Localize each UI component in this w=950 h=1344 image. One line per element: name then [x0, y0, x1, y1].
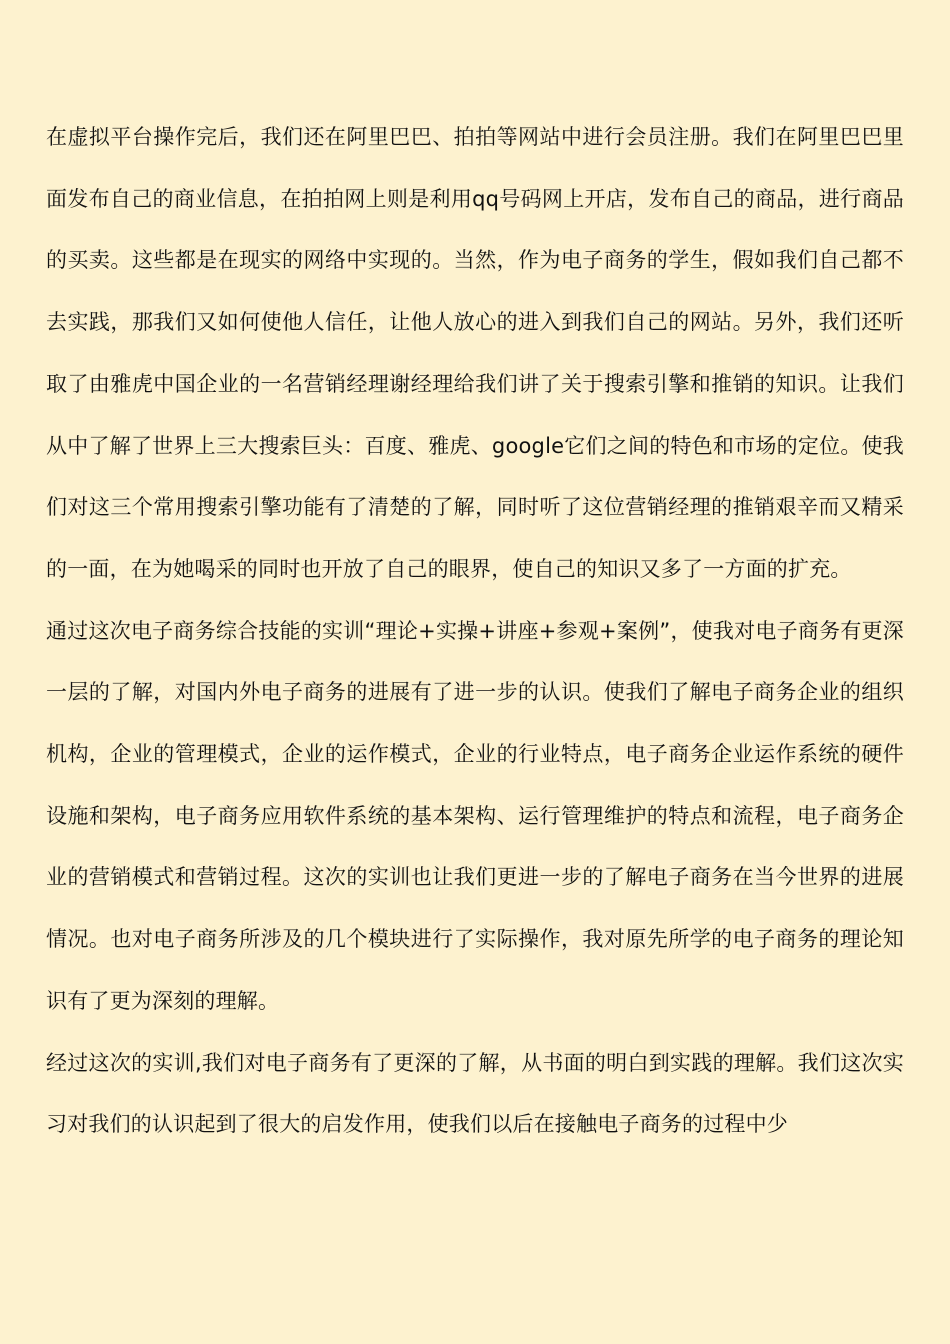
paragraph-training-summary: 通过这次电子商务综合技能的实训“理论+实操+讲座+参观+案例”，使我对电子商务有更深一层的了解，对国内外电子商务的进展有了进一步的认识。使我们了解电子商务企业的组织机构，企业的管理模式，企业的运作模式，企业的行业特点，电子商务企业运作系统的硬件设施和架构，电子商务应用软件系统的基本架构、运行管理维护的特点和流程，电子商务企业的营销模式和营销过程。这次的实训也让我们更进一步的了解电子商务在当今世界的进展情况。也对电子商务所涉及的几个模块进行了实际操作，我对原先所学的电子商务的理论知识有了更为深刻的理解。 [46, 618, 904, 1013]
paragraph-practice-platforms: 在虚拟平台操作完后，我们还在阿里巴巴、拍拍等网站中进行会员注册。我们在阿里巴巴里面发布自己的商业信息，在拍拍网上则是利用qq号码网上开店，发布自己的商品，进行商品的买卖。这些都是在现实的网络中实现的。当然，作为电子商务的学生，假如我们自己都不去实践，那我们又如何使他人信任，让他人放心的进入到我们自己的网站。另外，我们还听取了由雅虎中国企业的一名营销经理谢经理给我们讲了关于搜索引擎和推销的知识。让我们从中了解了世界上三大搜索巨头：百度、雅虎、google它们之间的特色和市场的定位。使我们对这三个常用搜索引擎功能有了清楚的了解，同时听了这位营销经理的推销艰辛而又精采的一面，在为她喝采的同时也开放了自己的眼界，使自己的知识又多了一方面的扩充。 [46, 125, 904, 581]
paragraph-conclusion: 经过这次的实训,我们对电子商务有了更深的了解，从书面的明白到实践的理解。我们这次实习对我们的认识起到了很大的启发作用，使我们以后在接触电子商务的过程中少 [46, 1050, 904, 1137]
document-body [46, 107, 904, 1156]
